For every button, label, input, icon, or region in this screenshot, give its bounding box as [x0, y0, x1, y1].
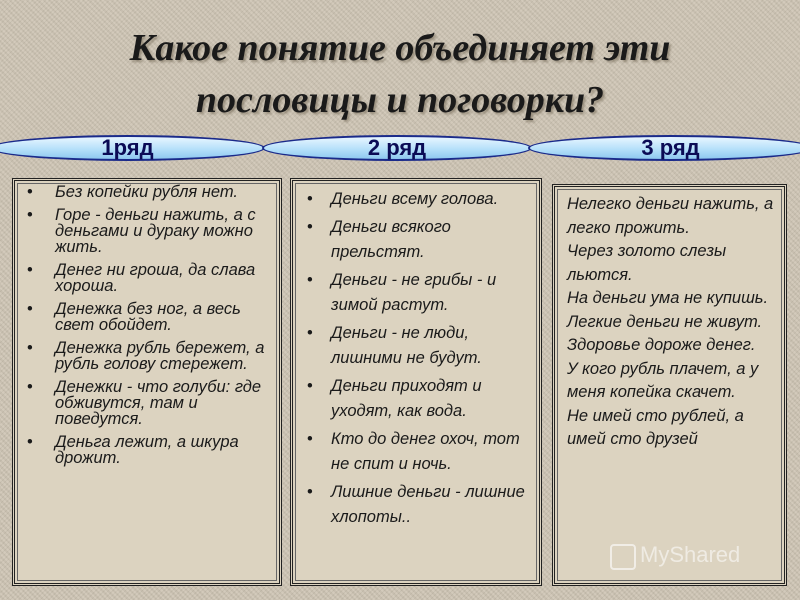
- proverb-item: Через золото слезы льются.: [567, 242, 727, 284]
- column-3-panel: [552, 184, 787, 586]
- proverb-item: • Деньги всякого прельстят.: [331, 215, 535, 265]
- proverb-item: • Деньги - не люди, лишними не будут.: [331, 321, 535, 371]
- proverb-item: • Деньги всему голова.: [331, 187, 535, 212]
- proverb-item: Нелегко деньги нажить, а легко прожить.: [567, 195, 774, 237]
- proverb-item: • Денег ни гроша, да слава хороша.: [55, 262, 273, 294]
- proverb-item: • Денежка без ног, а весь свет обойдет.: [55, 301, 273, 333]
- column-2-list: [293, 181, 539, 530]
- page-title: [0, 22, 800, 126]
- proverb-item: • Денежка рубль бережет, а рубль голову стережет.: [55, 340, 273, 372]
- row-tabs: [0, 135, 800, 165]
- title-line-2: пословицы и поговорки?: [195, 79, 605, 121]
- proverb-item: • Деньга лежит, а шкура дрожит.: [55, 434, 273, 466]
- tab-row-3: 3 ряд: [528, 135, 800, 161]
- proverb-item: • Кто до денег охоч, тот не спит и ночь.: [331, 427, 535, 477]
- proverb-item: • Горе - деньги нажить, а с деньгами и дураку можно жить.: [55, 207, 273, 255]
- column-1-list: [15, 181, 279, 466]
- proverb-item: • Лишние деньги - лишние хлопоты..: [331, 480, 535, 530]
- proverb-item: • Денежки - что голуби: где обживутся, там и поведутся.: [55, 379, 273, 427]
- column-3-list: [555, 187, 784, 452]
- proverb-item: • Деньги - не грибы - и зимой растут.: [331, 268, 535, 318]
- tab-row-2: 2 ряд: [262, 135, 532, 161]
- proverb-item: Легкие деньги не живут.: [567, 312, 763, 331]
- tab-row-1: 1ряд: [0, 135, 265, 161]
- watermark-text: MyShared: [640, 542, 741, 567]
- column-1-panel: [12, 178, 282, 586]
- proverb-item: • Без копейки рубля нет.: [55, 184, 273, 200]
- proverb-item: Не имей сто рублей, а имей сто друзей: [567, 406, 744, 448]
- proverb-item: Здоровье дороже денег.: [567, 336, 756, 354]
- title-line-1: Какое понятие объединяет эти: [129, 27, 671, 69]
- proverb-item: У кого рубль плачет, а у меня копейка скачет.: [567, 359, 759, 401]
- proverb-item: На деньги ума не купишь.: [567, 289, 769, 307]
- proverb-item: • Деньги приходят и уходят, как вода.: [331, 374, 535, 424]
- column-2-panel: [290, 178, 542, 586]
